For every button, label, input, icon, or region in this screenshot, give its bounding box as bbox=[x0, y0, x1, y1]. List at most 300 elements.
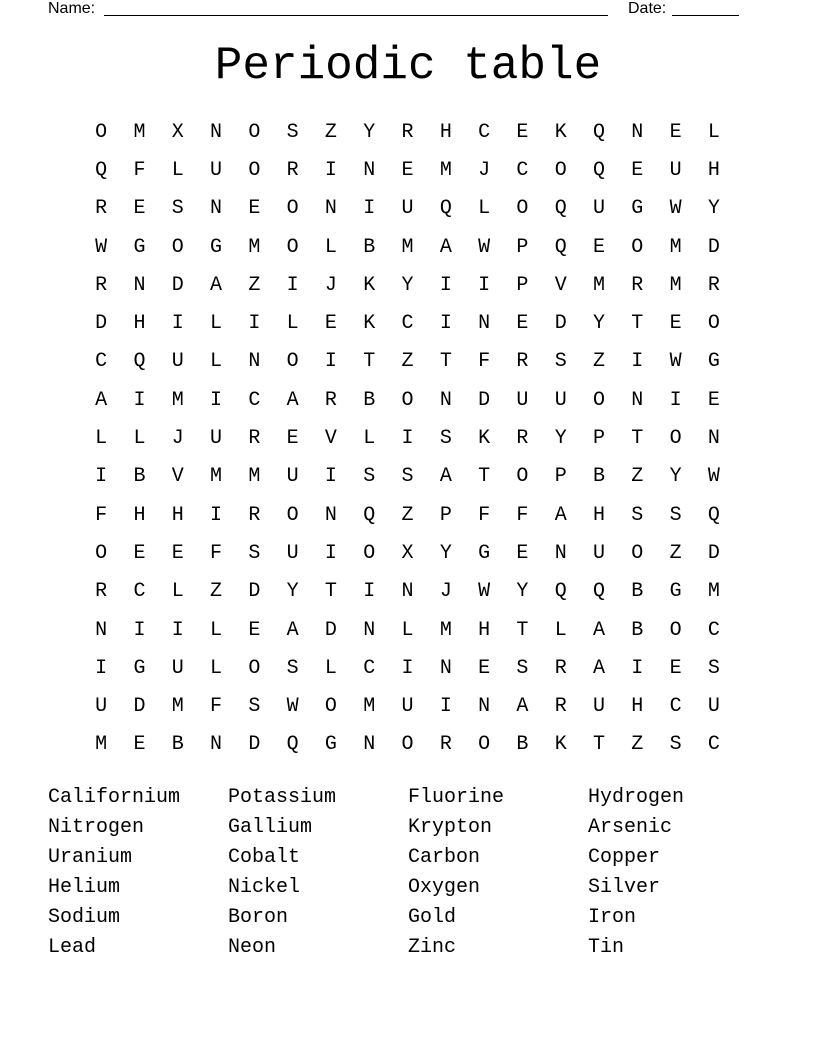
grid-letter[interactable]: H bbox=[631, 695, 644, 719]
grid-letter[interactable]: N bbox=[248, 350, 261, 374]
grid-letter[interactable]: R bbox=[95, 273, 108, 297]
grid-row bbox=[82, 304, 733, 342]
grid-letter[interactable]: C bbox=[707, 733, 720, 757]
grid-letter[interactable]: T bbox=[631, 427, 644, 451]
grid-letter[interactable]: E bbox=[324, 312, 337, 336]
grid-letter[interactable]: F bbox=[133, 158, 146, 182]
grid-letter[interactable]: D bbox=[133, 695, 146, 719]
grid-letter[interactable]: E bbox=[248, 618, 261, 642]
grid-letter[interactable]: Z bbox=[593, 350, 606, 374]
grid-letter[interactable]: T bbox=[363, 350, 376, 374]
grid-letter[interactable]: H bbox=[707, 158, 720, 182]
grid-letter[interactable]: E bbox=[707, 388, 720, 412]
word-bank-item: Fluorine bbox=[408, 786, 505, 809]
grid-row bbox=[82, 649, 733, 687]
grid-letter[interactable]: I bbox=[478, 273, 491, 297]
grid-letter[interactable]: I bbox=[363, 580, 376, 604]
grid-letter[interactable]: E bbox=[669, 120, 682, 144]
grid-letter[interactable]: Z bbox=[631, 465, 644, 489]
grid-letter[interactable]: R bbox=[554, 656, 567, 680]
grid-letter[interactable]: H bbox=[133, 503, 146, 527]
grid-letter[interactable]: Q bbox=[593, 120, 606, 144]
grid-letter[interactable]: X bbox=[401, 541, 414, 565]
grid-letter[interactable]: O bbox=[593, 388, 606, 412]
grid-letter[interactable]: F bbox=[516, 503, 529, 527]
grid-letter[interactable]: D bbox=[248, 580, 261, 604]
grid-letter[interactable]: I bbox=[439, 312, 452, 336]
grid-row bbox=[82, 419, 733, 457]
date-blank-line[interactable] bbox=[672, 15, 739, 16]
grid-letter[interactable]: B bbox=[363, 388, 376, 412]
grid-letter[interactable]: O bbox=[669, 618, 682, 642]
grid-letter[interactable]: M bbox=[248, 235, 261, 259]
grid-letter[interactable]: O bbox=[516, 465, 529, 489]
grid-letter[interactable]: M bbox=[171, 388, 184, 412]
grid-letter[interactable]: U bbox=[516, 388, 529, 412]
grid-letter[interactable]: R bbox=[95, 580, 108, 604]
grid-letter[interactable]: Q bbox=[439, 197, 452, 221]
grid-letter[interactable]: P bbox=[516, 235, 529, 259]
grid-letter[interactable]: Y bbox=[286, 580, 299, 604]
grid-letter[interactable]: I bbox=[324, 465, 337, 489]
grid-letter[interactable]: A bbox=[286, 388, 299, 412]
grid-letter[interactable]: M bbox=[133, 120, 146, 144]
grid-letter[interactable]: O bbox=[401, 388, 414, 412]
grid-letter[interactable]: O bbox=[707, 312, 720, 336]
grid-letter[interactable]: I bbox=[95, 656, 108, 680]
grid-letter[interactable]: C bbox=[516, 158, 529, 182]
grid-letter[interactable]: K bbox=[554, 733, 567, 757]
grid-letter[interactable]: U bbox=[401, 695, 414, 719]
grid-letter[interactable]: L bbox=[707, 120, 720, 144]
grid-letter[interactable]: C bbox=[707, 618, 720, 642]
grid-letter[interactable]: N bbox=[401, 580, 414, 604]
grid-letter[interactable]: I bbox=[324, 350, 337, 374]
grid-letter[interactable]: T bbox=[631, 312, 644, 336]
grid-letter[interactable]: C bbox=[95, 350, 108, 374]
grid-letter[interactable]: W bbox=[478, 580, 491, 604]
grid-letter[interactable]: O bbox=[95, 120, 108, 144]
grid-letter[interactable]: S bbox=[286, 656, 299, 680]
grid-letter[interactable]: P bbox=[439, 503, 452, 527]
grid-letter[interactable]: E bbox=[401, 158, 414, 182]
grid-letter[interactable]: A bbox=[554, 503, 567, 527]
grid-letter[interactable]: S bbox=[363, 465, 376, 489]
grid-letter[interactable]: I bbox=[210, 503, 223, 527]
grid-letter[interactable]: O bbox=[401, 733, 414, 757]
grid-letter[interactable]: Z bbox=[631, 733, 644, 757]
grid-letter[interactable]: R bbox=[516, 350, 529, 374]
grid-letter[interactable]: W bbox=[478, 235, 491, 259]
grid-letter[interactable]: U bbox=[593, 695, 606, 719]
grid-letter[interactable]: Q bbox=[286, 733, 299, 757]
grid-letter[interactable]: D bbox=[248, 733, 261, 757]
grid-letter[interactable]: K bbox=[478, 427, 491, 451]
grid-letter[interactable]: R bbox=[286, 158, 299, 182]
grid-letter[interactable]: G bbox=[707, 350, 720, 374]
grid-letter[interactable]: M bbox=[669, 235, 682, 259]
grid-letter[interactable]: N bbox=[439, 388, 452, 412]
grid-letter[interactable]: E bbox=[133, 197, 146, 221]
grid-letter[interactable]: N bbox=[478, 695, 491, 719]
grid-letter[interactable]: P bbox=[516, 273, 529, 297]
grid-letter[interactable]: W bbox=[669, 350, 682, 374]
grid-letter[interactable]: A bbox=[516, 695, 529, 719]
grid-letter[interactable]: W bbox=[95, 235, 108, 259]
grid-letter[interactable]: C bbox=[363, 656, 376, 680]
grid-letter[interactable]: U bbox=[286, 541, 299, 565]
grid-letter[interactable]: N bbox=[707, 427, 720, 451]
grid-letter[interactable]: L bbox=[95, 427, 108, 451]
grid-letter[interactable]: G bbox=[478, 541, 491, 565]
grid-letter[interactable]: S bbox=[171, 197, 184, 221]
grid-letter[interactable]: Q bbox=[554, 197, 567, 221]
grid-letter[interactable]: D bbox=[554, 312, 567, 336]
grid-letter[interactable]: W bbox=[707, 465, 720, 489]
grid-letter[interactable]: A bbox=[286, 618, 299, 642]
grid-letter[interactable]: L bbox=[171, 158, 184, 182]
grid-letter[interactable]: B bbox=[631, 618, 644, 642]
grid-letter[interactable]: O bbox=[324, 695, 337, 719]
grid-letter[interactable]: B bbox=[516, 733, 529, 757]
grid-letter[interactable]: S bbox=[401, 465, 414, 489]
grid-letter[interactable]: Q bbox=[593, 580, 606, 604]
grid-letter[interactable]: T bbox=[439, 350, 452, 374]
grid-letter[interactable]: B bbox=[593, 465, 606, 489]
grid-letter[interactable]: O bbox=[95, 541, 108, 565]
grid-letter[interactable]: A bbox=[210, 273, 223, 297]
header bbox=[48, 0, 748, 20]
grid-letter[interactable]: E bbox=[286, 427, 299, 451]
grid-row bbox=[82, 687, 733, 725]
grid-letter[interactable]: A bbox=[593, 656, 606, 680]
grid-letter[interactable]: O bbox=[631, 541, 644, 565]
grid-letter[interactable]: S bbox=[631, 503, 644, 527]
grid-letter[interactable]: I bbox=[401, 656, 414, 680]
grid-letter[interactable]: D bbox=[324, 618, 337, 642]
grid-letter[interactable]: Q bbox=[133, 350, 146, 374]
grid-letter[interactable]: E bbox=[133, 541, 146, 565]
grid-letter[interactable]: R bbox=[248, 427, 261, 451]
grid-letter[interactable]: Y bbox=[707, 197, 720, 221]
grid-letter[interactable]: M bbox=[439, 618, 452, 642]
grid-letter[interactable]: L bbox=[210, 312, 223, 336]
grid-letter[interactable]: E bbox=[516, 541, 529, 565]
grid-letter[interactable]: E bbox=[516, 120, 529, 144]
grid-letter[interactable]: N bbox=[210, 120, 223, 144]
grid-letter[interactable]: L bbox=[478, 197, 491, 221]
grid-letter[interactable]: M bbox=[707, 580, 720, 604]
grid-letter[interactable]: Y bbox=[669, 465, 682, 489]
grid-letter[interactable]: J bbox=[478, 158, 491, 182]
grid-letter[interactable]: K bbox=[363, 312, 376, 336]
grid-letter[interactable]: H bbox=[593, 503, 606, 527]
grid-letter[interactable]: N bbox=[631, 120, 644, 144]
grid-letter[interactable]: R bbox=[439, 733, 452, 757]
grid-letter[interactable]: D bbox=[478, 388, 491, 412]
grid-letter[interactable]: I bbox=[324, 541, 337, 565]
grid-letter[interactable]: I bbox=[95, 465, 108, 489]
grid-letter[interactable]: Y bbox=[593, 312, 606, 336]
grid-letter[interactable]: I bbox=[248, 312, 261, 336]
grid-letter[interactable]: L bbox=[210, 618, 223, 642]
grid-letter[interactable]: Z bbox=[248, 273, 261, 297]
grid-letter[interactable]: J bbox=[439, 580, 452, 604]
grid-letter[interactable]: N bbox=[363, 733, 376, 757]
grid-letter[interactable]: E bbox=[133, 733, 146, 757]
grid-letter[interactable]: N bbox=[554, 541, 567, 565]
grid-letter[interactable]: O bbox=[478, 733, 491, 757]
grid-letter[interactable]: N bbox=[631, 388, 644, 412]
grid-letter[interactable]: M bbox=[248, 465, 261, 489]
grid-letter[interactable]: U bbox=[593, 197, 606, 221]
grid-letter[interactable]: E bbox=[593, 235, 606, 259]
grid-letter[interactable]: M bbox=[439, 158, 452, 182]
grid-letter[interactable]: Q bbox=[707, 503, 720, 527]
grid-letter[interactable]: G bbox=[133, 235, 146, 259]
grid-letter[interactable]: U bbox=[707, 695, 720, 719]
grid-letter[interactable]: I bbox=[631, 350, 644, 374]
name-blank-line[interactable] bbox=[104, 15, 608, 16]
grid-letter[interactable]: D bbox=[707, 541, 720, 565]
grid-letter[interactable]: L bbox=[210, 350, 223, 374]
grid-letter[interactable]: Q bbox=[363, 503, 376, 527]
grid-letter[interactable]: I bbox=[171, 312, 184, 336]
grid-letter[interactable]: I bbox=[631, 656, 644, 680]
grid-letter[interactable]: L bbox=[210, 656, 223, 680]
grid-letter[interactable]: B bbox=[631, 580, 644, 604]
grid-letter[interactable]: H bbox=[439, 120, 452, 144]
grid-letter[interactable]: B bbox=[133, 465, 146, 489]
grid-letter[interactable]: E bbox=[669, 312, 682, 336]
grid-letter[interactable]: P bbox=[554, 465, 567, 489]
grid-letter[interactable]: E bbox=[171, 541, 184, 565]
grid-letter[interactable]: G bbox=[324, 733, 337, 757]
grid-letter[interactable]: O bbox=[286, 350, 299, 374]
grid-letter[interactable]: Q bbox=[593, 158, 606, 182]
grid-letter[interactable]: U bbox=[171, 350, 184, 374]
grid-letter[interactable]: A bbox=[439, 235, 452, 259]
grid-letter[interactable]: I bbox=[401, 427, 414, 451]
grid-letter[interactable]: U bbox=[401, 197, 414, 221]
grid-letter[interactable]: Z bbox=[210, 580, 223, 604]
grid-letter[interactable]: Y bbox=[554, 427, 567, 451]
grid-letter[interactable]: I bbox=[363, 197, 376, 221]
grid-letter[interactable]: H bbox=[478, 618, 491, 642]
grid-letter[interactable]: I bbox=[439, 695, 452, 719]
grid-letter[interactable]: R bbox=[707, 273, 720, 297]
grid-letter[interactable]: F bbox=[95, 503, 108, 527]
grid-letter[interactable]: B bbox=[171, 733, 184, 757]
grid-letter[interactable]: Q bbox=[554, 235, 567, 259]
grid-letter[interactable]: M bbox=[401, 235, 414, 259]
word-bank-item: Zinc bbox=[408, 936, 457, 959]
grid-letter[interactable]: T bbox=[516, 618, 529, 642]
grid-letter[interactable]: I bbox=[324, 158, 337, 182]
grid-letter[interactable]: L bbox=[554, 618, 567, 642]
grid-letter[interactable]: M bbox=[95, 733, 108, 757]
grid-letter[interactable]: D bbox=[707, 235, 720, 259]
grid-letter[interactable]: O bbox=[516, 197, 529, 221]
grid-letter[interactable]: G bbox=[210, 235, 223, 259]
grid-letter[interactable]: L bbox=[401, 618, 414, 642]
grid-letter[interactable]: O bbox=[286, 197, 299, 221]
grid-letter[interactable]: D bbox=[171, 273, 184, 297]
grid-letter[interactable]: Z bbox=[401, 503, 414, 527]
grid-letter[interactable]: O bbox=[286, 503, 299, 527]
grid-letter[interactable]: N bbox=[324, 503, 337, 527]
grid-letter[interactable]: C bbox=[133, 580, 146, 604]
grid-letter[interactable]: E bbox=[669, 656, 682, 680]
grid-letter[interactable]: Y bbox=[439, 541, 452, 565]
grid-letter[interactable]: F bbox=[210, 695, 223, 719]
grid-letter[interactable]: R bbox=[554, 695, 567, 719]
grid-letter[interactable]: T bbox=[324, 580, 337, 604]
grid-letter[interactable]: S bbox=[554, 350, 567, 374]
grid-letter[interactable]: H bbox=[171, 503, 184, 527]
grid-letter[interactable]: L bbox=[324, 656, 337, 680]
grid-letter[interactable]: Z bbox=[324, 120, 337, 144]
grid-letter[interactable]: U bbox=[286, 465, 299, 489]
grid-row bbox=[82, 113, 733, 151]
grid-letter[interactable]: C bbox=[478, 120, 491, 144]
grid-letter[interactable]: M bbox=[171, 695, 184, 719]
grid-letter[interactable]: V bbox=[554, 273, 567, 297]
grid-letter[interactable]: P bbox=[593, 427, 606, 451]
grid-letter[interactable]: U bbox=[95, 695, 108, 719]
grid-letter[interactable]: A bbox=[95, 388, 108, 412]
grid-letter[interactable]: H bbox=[133, 312, 146, 336]
grid-letter[interactable]: L bbox=[171, 580, 184, 604]
grid-letter[interactable]: R bbox=[401, 120, 414, 144]
grid-letter[interactable]: G bbox=[669, 580, 682, 604]
grid-letter[interactable]: I bbox=[669, 388, 682, 412]
grid-letter[interactable]: S bbox=[248, 541, 261, 565]
grid-letter[interactable]: B bbox=[363, 235, 376, 259]
grid-letter[interactable]: U bbox=[210, 427, 223, 451]
grid-letter[interactable]: S bbox=[248, 695, 261, 719]
grid-letter[interactable]: K bbox=[363, 273, 376, 297]
grid-letter[interactable]: Z bbox=[401, 350, 414, 374]
grid-letter[interactable]: N bbox=[95, 618, 108, 642]
grid-letter[interactable]: Y bbox=[516, 580, 529, 604]
grid-letter[interactable]: V bbox=[324, 427, 337, 451]
grid-letter[interactable]: N bbox=[210, 733, 223, 757]
grid-letter[interactable]: O bbox=[286, 235, 299, 259]
grid-letter[interactable]: U bbox=[669, 158, 682, 182]
grid-letter[interactable]: N bbox=[478, 312, 491, 336]
grid-letter[interactable]: J bbox=[171, 427, 184, 451]
grid-letter[interactable]: S bbox=[439, 427, 452, 451]
grid-letter[interactable]: K bbox=[554, 120, 567, 144]
grid-letter[interactable]: R bbox=[631, 273, 644, 297]
grid-letter[interactable]: N bbox=[439, 656, 452, 680]
grid-letter[interactable]: M bbox=[363, 695, 376, 719]
grid-letter[interactable]: R bbox=[248, 503, 261, 527]
grid-letter[interactable]: G bbox=[631, 197, 644, 221]
grid-letter[interactable]: Q bbox=[95, 158, 108, 182]
grid-letter[interactable]: O bbox=[631, 235, 644, 259]
grid-letter[interactable]: Y bbox=[401, 273, 414, 297]
grid-letter[interactable]: S bbox=[286, 120, 299, 144]
grid-letter[interactable]: L bbox=[286, 312, 299, 336]
grid-letter[interactable]: U bbox=[554, 388, 567, 412]
grid-letter[interactable]: W bbox=[669, 197, 682, 221]
grid-letter[interactable]: E bbox=[478, 656, 491, 680]
grid-letter[interactable]: O bbox=[248, 120, 261, 144]
grid-letter[interactable]: C bbox=[401, 312, 414, 336]
grid-letter[interactable]: L bbox=[363, 427, 376, 451]
grid-letter[interactable]: R bbox=[95, 197, 108, 221]
grid-letter[interactable]: S bbox=[707, 656, 720, 680]
grid-letter[interactable]: G bbox=[133, 656, 146, 680]
grid-letter[interactable]: M bbox=[593, 273, 606, 297]
grid-letter[interactable]: U bbox=[210, 158, 223, 182]
grid-letter[interactable]: I bbox=[210, 388, 223, 412]
grid-letter[interactable]: Q bbox=[554, 580, 567, 604]
grid-letter[interactable]: F bbox=[210, 541, 223, 565]
grid-letter[interactable]: W bbox=[286, 695, 299, 719]
grid-letter[interactable]: I bbox=[133, 618, 146, 642]
grid-letter[interactable]: I bbox=[171, 618, 184, 642]
grid-letter[interactable]: O bbox=[554, 158, 567, 182]
grid-letter[interactable]: I bbox=[286, 273, 299, 297]
grid-letter[interactable]: I bbox=[439, 273, 452, 297]
grid-letter[interactable]: E bbox=[631, 158, 644, 182]
grid-letter[interactable]: O bbox=[171, 235, 184, 259]
grid-letter[interactable]: F bbox=[478, 503, 491, 527]
grid-letter[interactable]: L bbox=[324, 235, 337, 259]
grid-letter[interactable]: S bbox=[669, 503, 682, 527]
grid-letter[interactable]: O bbox=[363, 541, 376, 565]
grid-letter[interactable]: J bbox=[324, 273, 337, 297]
grid-letter[interactable]: L bbox=[133, 427, 146, 451]
grid-letter[interactable]: N bbox=[324, 197, 337, 221]
grid-letter[interactable]: S bbox=[516, 656, 529, 680]
grid-letter[interactable]: N bbox=[133, 273, 146, 297]
grid-letter[interactable]: N bbox=[363, 158, 376, 182]
grid-letter[interactable]: C bbox=[669, 695, 682, 719]
grid-letter[interactable]: F bbox=[478, 350, 491, 374]
grid-letter[interactable]: Y bbox=[363, 120, 376, 144]
grid-letter[interactable]: T bbox=[593, 733, 606, 757]
grid-letter[interactable]: O bbox=[248, 158, 261, 182]
grid-letter[interactable]: A bbox=[593, 618, 606, 642]
word-bank-item: Carbon bbox=[408, 846, 481, 869]
grid-letter[interactable]: O bbox=[669, 427, 682, 451]
grid-letter[interactable]: R bbox=[516, 427, 529, 451]
grid-letter[interactable]: A bbox=[439, 465, 452, 489]
grid-letter[interactable]: I bbox=[133, 388, 146, 412]
grid-letter[interactable]: M bbox=[210, 465, 223, 489]
grid-letter[interactable]: O bbox=[248, 656, 261, 680]
grid-letter[interactable]: M bbox=[669, 273, 682, 297]
grid-letter[interactable]: U bbox=[171, 656, 184, 680]
grid-letter[interactable]: E bbox=[516, 312, 529, 336]
grid-letter[interactable]: X bbox=[171, 120, 184, 144]
grid-letter[interactable]: N bbox=[363, 618, 376, 642]
grid-letter[interactable]: S bbox=[669, 733, 682, 757]
grid-letter[interactable]: C bbox=[248, 388, 261, 412]
grid-letter[interactable]: N bbox=[210, 197, 223, 221]
grid-letter[interactable]: V bbox=[171, 465, 184, 489]
grid-letter[interactable]: R bbox=[324, 388, 337, 412]
grid-letter[interactable]: Z bbox=[669, 541, 682, 565]
grid-letter[interactable]: D bbox=[95, 312, 108, 336]
grid-letter[interactable]: E bbox=[248, 197, 261, 221]
grid-letter[interactable]: U bbox=[593, 541, 606, 565]
grid-letter[interactable]: T bbox=[478, 465, 491, 489]
